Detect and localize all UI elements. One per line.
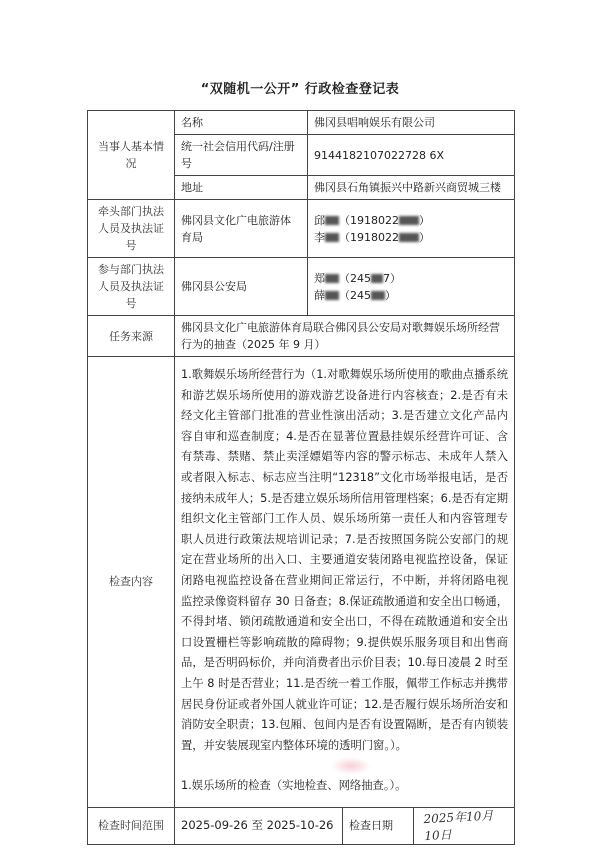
join-officers [308,258,515,316]
row-name [88,111,515,135]
officer-id-end: 7） [383,271,401,285]
officer-id: （1918022 [339,213,399,227]
content-value [175,357,515,808]
row-content [88,357,515,808]
task-label: 任务来源 [88,316,175,357]
address-label: 地址 [175,176,308,200]
redaction [325,291,339,300]
task-value: 佛冈县文化广电旅游体育局联合佛冈县公安局对歌舞娱乐场所经营行为的抽查（2025 年 9 月） [175,316,515,357]
officer-name: 薛 [314,288,325,302]
officer-id: （245 [339,271,371,285]
officer-entry [314,212,508,229]
officer-id-end: ） [419,230,430,244]
address-value: 佛冈县石角镇振兴中路新兴商贸城三楼 [308,176,515,200]
officer-entry [314,229,508,246]
join-dept-name: 佛冈县公安局 [175,258,308,316]
lead-officers [308,200,515,258]
row-lead-dept [88,200,515,258]
lead-dept-label: 牵头部门执法人员及执法证号 [88,200,175,258]
redaction [371,291,385,300]
inspection-date-label: 检查日期 [343,808,414,844]
officer-id: （245 [339,288,371,302]
join-dept-label: 参与部门执法人员及执法证号 [88,258,175,316]
name-value: 佛冈县唱响娱乐有限公司 [308,111,515,135]
row-join-dept [88,258,515,316]
officer-id-end: ） [385,288,396,302]
officer-id-end: ） [419,213,430,227]
period-cells [175,807,515,844]
paragraph-gap [181,756,508,776]
content-paragraph-1: 1.歌舞娱乐场所经营行为（1.对歌舞娱乐场所使用的歌曲点播系统和游艺娱乐场所使用的游戏游艺设备进行内容核查；2.是否有未经文化主管部门批准的营业性演出活动；3.是否建立文化产品内容自审和巡查制度；4.是否在显著位置悬挂娱乐经营许可证、含有禁毒、禁赌、禁止卖淫嫖娼等内容的警示标志、未成年人禁入或者限入标志、标志应当注明“12318”文化市场举报电话，是否接纳未成年人；5.是否建立娱乐场所信用管理档案；6.是否有定期组织文化主管部门工作人员、娱乐场所第一责任人和内容管理专职人员进行政策法规培训记录；7.是否按照国务院公安部门的规定在营业场所的出入口、主要通道安装闭路电视监控设备，保证闭路电视监控设备在营业期间正常运行，不中断，并将闭路电视监控录像资料留存 30 日备查；8.保证疏散通道和安全出口畅通，不得封堵、锁闭疏散通道和安全出口，不得在疏散通道和安全出口设置栅栏等影响疏散的障碍物；9.提供娱乐服务项目和出售商品，是否明码标价，并向消费者出示价目表；10.每日凌晨 2 时至上午 8 时是否营业；11.是否统一着工作服，佩带工作标志并携带居民身份证或者外国人就业许可证；12.是否履行娱乐场所治安和消防安全职责；13.包厢、包间内是否有设置隔断，是否有内锁装置，并安装展现室内整体环境的透明门窗。）。 [181,368,508,752]
officer-name: 邱 [314,213,325,227]
officer-name: 李 [314,230,325,244]
officer-name: 郑 [314,271,325,285]
code-value: 9144182107022728 6X [308,135,515,176]
officer-id: （1918022 [339,230,399,244]
period-label: 检查时间范围 [88,807,175,844]
redaction [399,233,419,242]
content-paragraph-2: 1.娱乐场所的检查（实地检查、网络抽查。）。 [181,779,407,793]
period-value: 2025-09-26 至 2025-10-26 [175,808,343,844]
redaction [325,274,339,283]
row-period [88,807,515,844]
stamp-mark [331,757,371,775]
redaction [399,216,419,225]
lead-dept-name: 佛冈县文化广电旅游体育局 [175,200,308,258]
code-label: 统一社会信用代码/注册号 [175,135,308,176]
inspection-date-handwritten: 2025年10月10日 [423,808,494,843]
redaction [371,274,383,283]
redaction [325,216,339,225]
officer-entry [314,287,508,304]
party-label: 当事人基本情况 [88,111,175,200]
document-title: “双随机一公开” 行政检查登记表 [200,82,400,97]
content-label: 检查内容 [88,357,175,808]
row-task [88,316,515,357]
inspection-form-table [87,110,515,845]
name-label: 名称 [175,111,308,135]
redaction [325,233,339,242]
officer-entry [314,270,508,287]
